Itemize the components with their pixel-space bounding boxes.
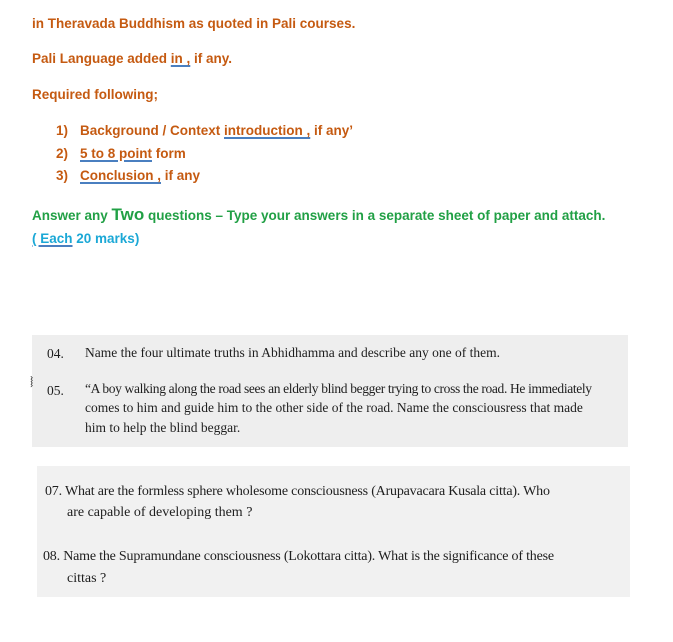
pali-language-line — [32, 51, 232, 66]
requirement-item — [56, 123, 353, 138]
scanned-questions-part1 — [32, 335, 628, 447]
question-line: “A boy walking along the road sees an elderly blind begger trying to cross the road. He immediately — [85, 381, 592, 396]
requirement-suffix: form — [152, 146, 186, 161]
requirement-number: 2) — [56, 146, 69, 161]
question-line: 08. Name the Supramundane consciousness (Lokottara citta). What is the significance of these — [43, 549, 554, 564]
question-line: him to help the blind beggar. — [85, 420, 241, 435]
question-line: cittas ? — [67, 571, 107, 586]
question-number: 05. — [47, 383, 64, 398]
scan-edge-mark: ⧘ — [30, 372, 34, 391]
requirement-underlined: 5 to 8 point — [80, 146, 152, 161]
requirement-item — [56, 168, 200, 183]
instruction-text-rest: questions – Type your answers in a separate sheet of paper and attach. — [144, 208, 606, 223]
required-heading: Required following; — [32, 87, 158, 102]
pali-prefix: Pali Language added — [32, 51, 171, 66]
requirement-text: Background / Context — [80, 123, 225, 138]
requirement-number: 3) — [56, 168, 69, 183]
requirement-underlined: introduction , — [224, 123, 311, 138]
pali-underlined: in , — [170, 51, 191, 66]
intro-line: in Theravada Buddhism as quoted in Pali courses. — [32, 16, 356, 31]
question-line: Name the four ultimate truths in Abhidhamma and describe any one of them. — [85, 345, 501, 360]
requirement-suffix: if any’ — [310, 123, 354, 138]
scanned-questions-part2 — [37, 466, 630, 597]
instruction-text: Answer any — [32, 208, 112, 223]
question-line: are capable of developing them ? — [67, 505, 253, 520]
instruction-emphasis: Two — [111, 205, 145, 224]
requirement-item — [56, 146, 186, 161]
requirement-underlined: Conclusion , — [80, 168, 161, 183]
question-number: 04. — [47, 346, 64, 361]
marks-underlined: ( Each — [32, 231, 73, 246]
marks-note — [32, 231, 139, 246]
requirement-number: 1) — [56, 123, 69, 138]
pali-suffix: if any. — [190, 51, 233, 66]
answer-instruction — [32, 205, 605, 225]
requirement-suffix: if any — [161, 168, 201, 183]
question-line: comes to him and guide him to the other side of the road. Name the consciousress that made — [85, 400, 583, 415]
marks-rest: 20 marks) — [72, 231, 140, 246]
question-line: 07. What are the formless sphere wholesome consciousness (Arupavacara Kusala citta). Who — [45, 484, 550, 499]
